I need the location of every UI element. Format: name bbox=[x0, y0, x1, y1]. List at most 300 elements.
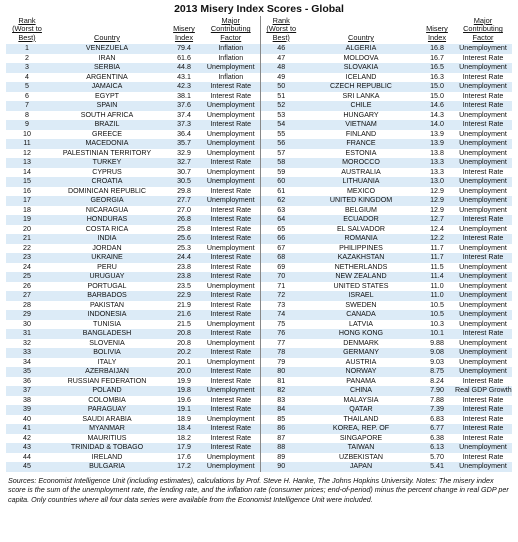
cell-rank: 28 bbox=[6, 301, 48, 311]
cell-country: NICARAGUA bbox=[48, 206, 166, 216]
cell-index: 13.3 bbox=[420, 168, 454, 178]
cell-rank: 74 bbox=[260, 310, 302, 320]
cell-index: 11.5 bbox=[420, 263, 454, 273]
cell-rank: 27 bbox=[6, 291, 48, 301]
cell-country: SLOVENIA bbox=[48, 339, 166, 349]
cell-factor: Interest Rate bbox=[454, 215, 512, 225]
cell-country: CANADA bbox=[302, 310, 420, 320]
cell-factor: Unemployment bbox=[454, 348, 512, 358]
header-index-right: Misery Index bbox=[426, 24, 448, 42]
cell-index: 12.9 bbox=[420, 187, 454, 197]
cell-index: 18.9 bbox=[166, 415, 202, 425]
cell-rank: 43 bbox=[6, 443, 48, 453]
cell-factor: Interest Rate bbox=[202, 443, 260, 453]
cell-rank: 90 bbox=[260, 462, 302, 472]
cell-index: 26.8 bbox=[166, 215, 202, 225]
cell-rank: 65 bbox=[260, 225, 302, 235]
cell-factor: Interest Rate bbox=[202, 367, 260, 377]
cell-factor: Unemployment bbox=[202, 196, 260, 206]
table-header-row bbox=[6, 16, 512, 44]
cell-factor: Interest Rate bbox=[202, 424, 260, 434]
cell-factor: Unemployment bbox=[202, 101, 260, 111]
cell-index: 25.6 bbox=[166, 234, 202, 244]
cell-country: CZECH REPUBLIC bbox=[302, 82, 420, 92]
cell-factor: Unemployment bbox=[454, 44, 512, 54]
table-row bbox=[6, 44, 512, 54]
cell-factor: Unemployment bbox=[202, 320, 260, 330]
cell-country: SAUDI ARABIA bbox=[48, 415, 166, 425]
cell-rank: 77 bbox=[260, 339, 302, 349]
table-row bbox=[6, 215, 512, 225]
cell-rank: 54 bbox=[260, 120, 302, 130]
cell-factor: Interest Rate bbox=[202, 253, 260, 263]
cell-factor: Interest Rate bbox=[454, 54, 512, 64]
cell-factor: Interest Rate bbox=[202, 291, 260, 301]
cell-rank: 10 bbox=[6, 130, 48, 140]
cell-index: 19.6 bbox=[166, 396, 202, 406]
cell-country: BRAZIL bbox=[48, 120, 166, 130]
cell-country: UKRAINE bbox=[48, 253, 166, 263]
cell-index: 18.2 bbox=[166, 434, 202, 444]
cell-country: PANAMA bbox=[302, 377, 420, 387]
cell-index: 30.5 bbox=[166, 177, 202, 187]
cell-factor: Unemployment bbox=[202, 111, 260, 121]
cell-rank: 48 bbox=[260, 63, 302, 73]
cell-factor: Interest Rate bbox=[202, 263, 260, 273]
cell-factor: Interest Rate bbox=[202, 215, 260, 225]
cell-index: 14.0 bbox=[420, 120, 454, 130]
cell-rank: 37 bbox=[6, 386, 48, 396]
cell-index: 12.2 bbox=[420, 234, 454, 244]
cell-rank: 3 bbox=[6, 63, 48, 73]
table-row bbox=[6, 291, 512, 301]
header-country: Country bbox=[94, 32, 120, 42]
cell-factor: Unemployment bbox=[454, 367, 512, 377]
cell-rank: 83 bbox=[260, 396, 302, 406]
cell-factor: Unemployment bbox=[202, 168, 260, 178]
cell-country: UNITED KINGDOM bbox=[302, 196, 420, 206]
cell-factor: Interest Rate bbox=[454, 329, 512, 339]
cell-index: 20.1 bbox=[166, 358, 202, 368]
cell-country: QATAR bbox=[302, 405, 420, 415]
cell-factor: Interest Rate bbox=[454, 453, 512, 463]
table-row bbox=[6, 462, 512, 472]
cell-country: THAILAND bbox=[302, 415, 420, 425]
table-body bbox=[6, 44, 512, 472]
cell-rank: 59 bbox=[260, 168, 302, 178]
cell-country: UNITED STATES bbox=[302, 282, 420, 292]
cell-factor: Unemployment bbox=[454, 263, 512, 273]
table-row bbox=[6, 443, 512, 453]
cell-rank: 33 bbox=[6, 348, 48, 358]
cell-factor: Interest Rate bbox=[202, 329, 260, 339]
cell-rank: 32 bbox=[6, 339, 48, 349]
cell-factor: Interest Rate bbox=[454, 377, 512, 387]
cell-index: 27.7 bbox=[166, 196, 202, 206]
table-row bbox=[6, 434, 512, 444]
cell-factor: Unemployment bbox=[454, 310, 512, 320]
table-row bbox=[6, 225, 512, 235]
cell-index: 13.9 bbox=[420, 130, 454, 140]
cell-country: COLOMBIA bbox=[48, 396, 166, 406]
cell-country: BANGLADESH bbox=[48, 329, 166, 339]
cell-rank: 36 bbox=[6, 377, 48, 387]
cell-index: 19.8 bbox=[166, 386, 202, 396]
table-row bbox=[6, 149, 512, 159]
cell-index: 37.4 bbox=[166, 111, 202, 121]
cell-index: 35.7 bbox=[166, 139, 202, 149]
cell-rank: 56 bbox=[260, 139, 302, 149]
cell-country: TUNISIA bbox=[48, 320, 166, 330]
cell-factor: Unemployment bbox=[202, 282, 260, 292]
cell-factor: Interest Rate bbox=[202, 301, 260, 311]
cell-rank: 69 bbox=[260, 263, 302, 273]
cell-rank: 38 bbox=[6, 396, 48, 406]
table-row bbox=[6, 405, 512, 415]
cell-index: 20.8 bbox=[166, 339, 202, 349]
cell-country: INDONESIA bbox=[48, 310, 166, 320]
table-row bbox=[6, 244, 512, 254]
cell-factor: Unemployment bbox=[454, 301, 512, 311]
cell-index: 6.83 bbox=[420, 415, 454, 425]
misery-index-table bbox=[6, 16, 512, 472]
cell-index: 20.2 bbox=[166, 348, 202, 358]
table-row bbox=[6, 339, 512, 349]
cell-index: 19.1 bbox=[166, 405, 202, 415]
cell-country: ICELAND bbox=[302, 73, 420, 83]
cell-index: 7.90 bbox=[420, 386, 454, 396]
cell-factor: Real GDP Growth bbox=[455, 386, 512, 395]
cell-factor: Unemployment bbox=[202, 149, 260, 159]
cell-rank: 17 bbox=[6, 196, 48, 206]
cell-index: 20.8 bbox=[166, 329, 202, 339]
cell-rank: 13 bbox=[6, 158, 48, 168]
cell-country: VIETNAM bbox=[302, 120, 420, 130]
cell-country: BELGIUM bbox=[302, 206, 420, 216]
cell-index: 16.7 bbox=[420, 54, 454, 64]
cell-rank: 84 bbox=[260, 405, 302, 415]
cell-factor: Unemployment bbox=[454, 177, 512, 187]
cell-country: PALESTINIAN TERRITORY bbox=[48, 149, 166, 159]
header-index: Misery Index bbox=[173, 24, 195, 42]
cell-country: ROMANIA bbox=[302, 234, 420, 244]
cell-rank: 14 bbox=[6, 168, 48, 178]
table-row bbox=[6, 206, 512, 216]
cell-index: 21.6 bbox=[166, 310, 202, 320]
header-factor-right: Major Contributing Factor bbox=[463, 16, 503, 42]
cell-country: ALGERIA bbox=[302, 44, 420, 54]
cell-country: NEW ZEALAND bbox=[302, 272, 420, 282]
cell-country: MALAYSIA bbox=[302, 396, 420, 406]
cell-factor: Interest Rate bbox=[202, 396, 260, 406]
cell-country: SOUTH AFRICA bbox=[48, 111, 166, 121]
cell-country: MEXICO bbox=[302, 187, 420, 197]
cell-country: ISRAEL bbox=[302, 291, 420, 301]
cell-rank: 75 bbox=[260, 320, 302, 330]
cell-factor: Unemployment bbox=[454, 130, 512, 140]
cell-rank: 29 bbox=[6, 310, 48, 320]
cell-rank: 73 bbox=[260, 301, 302, 311]
table-row bbox=[6, 130, 512, 140]
cell-country: INDIA bbox=[48, 234, 166, 244]
cell-factor: Unemployment bbox=[454, 187, 512, 197]
cell-rank: 82 bbox=[260, 386, 302, 396]
cell-country: IRELAND bbox=[48, 453, 166, 463]
cell-factor: Interest Rate bbox=[454, 92, 512, 102]
cell-rank: 68 bbox=[260, 253, 302, 263]
cell-index: 79.4 bbox=[166, 44, 202, 54]
cell-index: 23.8 bbox=[166, 263, 202, 273]
cell-factor: Inflation bbox=[202, 54, 260, 64]
cell-rank: 70 bbox=[260, 272, 302, 282]
cell-country: EGYPT bbox=[48, 92, 166, 102]
cell-rank: 9 bbox=[6, 120, 48, 130]
table-row bbox=[6, 234, 512, 244]
cell-index: 12.7 bbox=[420, 215, 454, 225]
cell-rank: 12 bbox=[6, 149, 48, 159]
cell-rank: 64 bbox=[260, 215, 302, 225]
cell-index: 12.9 bbox=[420, 206, 454, 216]
cell-index: 29.8 bbox=[166, 187, 202, 197]
cell-factor: Interest Rate bbox=[202, 187, 260, 197]
cell-factor: Interest Rate bbox=[454, 434, 512, 444]
cell-rank: 76 bbox=[260, 329, 302, 339]
cell-country: KAZAKHSTAN bbox=[302, 253, 420, 263]
cell-factor: Unemployment bbox=[454, 244, 512, 254]
cell-country: MACEDONIA bbox=[48, 139, 166, 149]
table-row bbox=[6, 396, 512, 406]
cell-country: MAURITIUS bbox=[48, 434, 166, 444]
cell-country: HONG KONG bbox=[302, 329, 420, 339]
cell-index: 12.4 bbox=[420, 225, 454, 235]
cell-rank: 81 bbox=[260, 377, 302, 387]
cell-country: LATVIA bbox=[302, 320, 420, 330]
table-row bbox=[6, 196, 512, 206]
cell-index: 17.6 bbox=[166, 453, 202, 463]
header-factor: Major Contributing Factor bbox=[210, 16, 251, 42]
cell-index: 5.70 bbox=[420, 453, 454, 463]
cell-factor: Unemployment bbox=[202, 244, 260, 254]
cell-index: 16.8 bbox=[420, 44, 454, 54]
cell-country: FINLAND bbox=[302, 130, 420, 140]
cell-index: 32.7 bbox=[166, 158, 202, 168]
cell-factor: Unemployment bbox=[454, 225, 512, 235]
cell-rank: 35 bbox=[6, 367, 48, 377]
cell-rank: 39 bbox=[6, 405, 48, 415]
cell-rank: 51 bbox=[260, 92, 302, 102]
table-row bbox=[6, 329, 512, 339]
cell-index: 9.08 bbox=[420, 348, 454, 358]
cell-factor: Interest Rate bbox=[202, 405, 260, 415]
cell-factor: Unemployment bbox=[202, 177, 260, 187]
cell-rank: 4 bbox=[6, 73, 48, 83]
cell-rank: 1 bbox=[6, 44, 48, 54]
page-title: 2013 Misery Index Scores - Global bbox=[174, 3, 344, 15]
table-row bbox=[6, 73, 512, 83]
cell-factor: Interest Rate bbox=[454, 396, 512, 406]
table-row bbox=[6, 310, 512, 320]
cell-index: 9.03 bbox=[420, 358, 454, 368]
cell-rank: 86 bbox=[260, 424, 302, 434]
cell-index: 14.6 bbox=[420, 101, 454, 111]
cell-index: 14.3 bbox=[420, 111, 454, 121]
cell-rank: 5 bbox=[6, 82, 48, 92]
cell-index: 13.3 bbox=[420, 158, 454, 168]
cell-index: 43.1 bbox=[166, 73, 202, 83]
cell-factor: Interest Rate bbox=[454, 73, 512, 83]
cell-index: 36.4 bbox=[166, 130, 202, 140]
cell-rank: 6 bbox=[6, 92, 48, 102]
cell-rank: 67 bbox=[260, 244, 302, 254]
cell-index: 11.0 bbox=[420, 291, 454, 301]
cell-rank: 19 bbox=[6, 215, 48, 225]
cell-factor: Interest Rate bbox=[454, 101, 512, 111]
cell-factor: Unemployment bbox=[202, 130, 260, 140]
cell-rank: 58 bbox=[260, 158, 302, 168]
cell-rank: 89 bbox=[260, 453, 302, 463]
cell-index: 7.39 bbox=[420, 405, 454, 415]
sources-notes: Sources: Economist Intelligence Unit (including estimates), calculations by Prof. Steve H. Hanke, The Johns Hopkins University. Notes: The misery index score is the sum of the unemployment rate, the lending rate, and the inflation rate (consumer prices; end-of-period) minus the percent change in real GDP per capita. Only countries where all four data series were available from the Economist Intelligence Unit were included. bbox=[8, 475, 509, 504]
cell-index: 11.7 bbox=[420, 253, 454, 263]
table-row bbox=[6, 320, 512, 330]
cell-index: 15.0 bbox=[420, 92, 454, 102]
cell-factor: Interest Rate bbox=[454, 415, 512, 425]
cell-factor: Unemployment bbox=[454, 139, 512, 149]
cell-rank: 63 bbox=[260, 206, 302, 216]
cell-factor: Interest Rate bbox=[202, 92, 260, 102]
cell-rank: 47 bbox=[260, 54, 302, 64]
cell-index: 10.1 bbox=[420, 329, 454, 339]
cell-rank: 78 bbox=[260, 348, 302, 358]
table-row bbox=[6, 272, 512, 282]
cell-country: SLOVAKIA bbox=[302, 63, 420, 73]
cell-country: PAKISTAN bbox=[48, 301, 166, 311]
cell-country: RUSSIAN FEDERATION bbox=[48, 377, 166, 387]
cell-rank: 20 bbox=[6, 225, 48, 235]
cell-index: 11.4 bbox=[420, 272, 454, 282]
cell-factor: Interest Rate bbox=[454, 424, 512, 434]
cell-rank: 45 bbox=[6, 462, 48, 472]
cell-country: VENEZUELA bbox=[48, 44, 166, 54]
cell-country: KOREA, REP. OF bbox=[302, 424, 420, 434]
cell-factor: Unemployment bbox=[454, 320, 512, 330]
cell-index: 61.6 bbox=[166, 54, 202, 64]
cell-factor: Unemployment bbox=[454, 291, 512, 301]
cell-index: 15.0 bbox=[420, 82, 454, 92]
cell-factor: Unemployment bbox=[202, 358, 260, 368]
cell-rank: 46 bbox=[260, 44, 302, 54]
cell-country: GREECE bbox=[48, 130, 166, 140]
cell-factor: Interest Rate bbox=[454, 234, 512, 244]
cell-country: AUSTRALIA bbox=[302, 168, 420, 178]
cell-rank: 57 bbox=[260, 149, 302, 159]
cell-country: TURKEY bbox=[48, 158, 166, 168]
cell-rank: 50 bbox=[260, 82, 302, 92]
cell-rank: 34 bbox=[6, 358, 48, 368]
cell-country: SPAIN bbox=[48, 101, 166, 111]
cell-index: 5.41 bbox=[420, 462, 454, 472]
table-row bbox=[6, 111, 512, 121]
cell-rank: 88 bbox=[260, 443, 302, 453]
cell-index: 18.4 bbox=[166, 424, 202, 434]
cell-country: FRANCE bbox=[302, 139, 420, 149]
cell-country: CHINA bbox=[302, 386, 420, 396]
table-row bbox=[6, 348, 512, 358]
cell-index: 6.13 bbox=[420, 443, 454, 453]
cell-country: DENMARK bbox=[302, 339, 420, 349]
cell-rank: 44 bbox=[6, 453, 48, 463]
cell-country: CYPRUS bbox=[48, 168, 166, 178]
cell-country: POLAND bbox=[48, 386, 166, 396]
cell-rank: 15 bbox=[6, 177, 48, 187]
cell-factor: Interest Rate bbox=[202, 272, 260, 282]
cell-index: 30.7 bbox=[166, 168, 202, 178]
cell-country: BOLIVIA bbox=[48, 348, 166, 358]
cell-index: 13.9 bbox=[420, 139, 454, 149]
cell-factor: Interest Rate bbox=[202, 310, 260, 320]
cell-country: AZERBAIJAN bbox=[48, 367, 166, 377]
cell-factor: Unemployment bbox=[202, 339, 260, 349]
cell-factor: Unemployment bbox=[454, 282, 512, 292]
table-row bbox=[6, 377, 512, 387]
cell-country: PERU bbox=[48, 263, 166, 273]
cell-country: ESTONIA bbox=[302, 149, 420, 159]
cell-factor: Unemployment bbox=[202, 386, 260, 396]
cell-country: HUNGARY bbox=[302, 111, 420, 121]
cell-rank: 25 bbox=[6, 272, 48, 282]
cell-rank: 24 bbox=[6, 263, 48, 273]
cell-country: AUSTRIA bbox=[302, 358, 420, 368]
cell-index: 21.5 bbox=[166, 320, 202, 330]
cell-factor: Interest Rate bbox=[454, 120, 512, 130]
cell-country: GERMANY bbox=[302, 348, 420, 358]
cell-index: 38.1 bbox=[166, 92, 202, 102]
table-row bbox=[6, 177, 512, 187]
cell-index: 10.5 bbox=[420, 310, 454, 320]
cell-country: DOMINICAN REPUBLIC bbox=[48, 187, 166, 197]
cell-factor: Unemployment bbox=[454, 358, 512, 368]
cell-index: 44.8 bbox=[166, 63, 202, 73]
cell-index: 23.8 bbox=[166, 272, 202, 282]
cell-factor: Unemployment bbox=[454, 82, 512, 92]
cell-rank: 41 bbox=[6, 424, 48, 434]
cell-rank: 2 bbox=[6, 54, 48, 64]
cell-factor: Unemployment bbox=[202, 63, 260, 73]
cell-index: 11.7 bbox=[420, 244, 454, 254]
cell-country: ITALY bbox=[48, 358, 166, 368]
cell-country: BARBADOS bbox=[48, 291, 166, 301]
table-row bbox=[6, 263, 512, 273]
cell-country: COSTA RICA bbox=[48, 225, 166, 235]
cell-rank: 30 bbox=[6, 320, 48, 330]
cell-rank: 21 bbox=[6, 234, 48, 244]
cell-rank: 49 bbox=[260, 73, 302, 83]
header-country-right: Country bbox=[348, 32, 374, 42]
cell-factor: Interest Rate bbox=[202, 234, 260, 244]
cell-factor: Interest Rate bbox=[202, 120, 260, 130]
cell-index: 8.24 bbox=[420, 377, 454, 387]
cell-index: 13.0 bbox=[420, 177, 454, 187]
cell-country: SINGAPORE bbox=[302, 434, 420, 444]
cell-rank: 31 bbox=[6, 329, 48, 339]
cell-factor: Interest Rate bbox=[202, 434, 260, 444]
cell-factor: Interest Rate bbox=[202, 82, 260, 92]
cell-index: 6.38 bbox=[420, 434, 454, 444]
cell-index: 25.8 bbox=[166, 225, 202, 235]
table-row bbox=[6, 358, 512, 368]
cell-country: TAIWAN bbox=[302, 443, 420, 453]
cell-rank: 60 bbox=[260, 177, 302, 187]
